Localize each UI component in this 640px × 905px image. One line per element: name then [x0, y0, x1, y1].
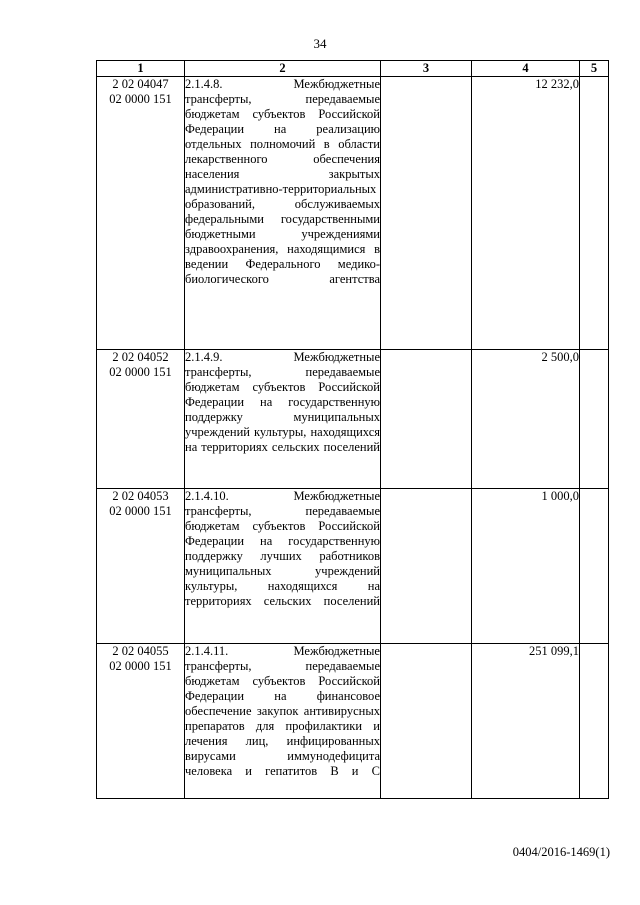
budget-code-cell [97, 350, 185, 489]
description-text: 2.1.4.9. Межбюджетные трансферты, передаваемые бюджетам субъектов Российской Федерации на государственную поддержку муниципальных учреждений культуры, находящихся на территориях сельских поселений [185, 350, 380, 454]
page-number: 34 [313, 36, 327, 51]
budget-code-line2: 02 0000 151 [109, 504, 172, 518]
amount-cell: 2 500,0 [472, 350, 580, 489]
col5-cell [580, 350, 609, 489]
col3-cell [381, 350, 472, 489]
col3-cell [381, 77, 472, 350]
col3-cell [381, 644, 472, 799]
description-cell [185, 77, 381, 350]
header-row [97, 61, 609, 77]
budget-code-line2: 02 0000 151 [109, 92, 172, 106]
col3-cell [381, 489, 472, 644]
table-row [97, 644, 609, 799]
description-cell [185, 489, 381, 644]
budget-code-line1: 2 02 04053 [112, 489, 169, 503]
budget-code-line1: 2 02 04052 [112, 350, 169, 364]
table-row [97, 77, 609, 350]
col5-cell [580, 77, 609, 350]
budget-code-line1: 2 02 04047 [112, 77, 169, 91]
header-col-1: 1 [97, 61, 185, 77]
col5-cell [580, 489, 609, 644]
description-text: 2.1.4.11. Межбюджетные трансферты, передаваемые бюджетам субъектов Российской Федерации на финансовое обеспечение закупок антивирусных препаратов для профилактики и лечения лиц, инфицированных вирусами иммунодефицита человека и гепатитов B и C [185, 644, 380, 778]
header-col-4: 4 [472, 61, 580, 77]
description-cell [185, 350, 381, 489]
header-col-2: 2 [185, 61, 381, 77]
table-row [97, 350, 609, 489]
budget-table [96, 60, 609, 799]
header-col-3: 3 [381, 61, 472, 77]
header-col-5: 5 [580, 61, 609, 77]
budget-code-cell [97, 489, 185, 644]
description-text: 2.1.4.8. Межбюджетные трансферты, передаваемые бюджетам субъектов Российской Федерации на реализацию отдельных полномочий в области лекарственного обеспечения населения закрытых административно-территориальных образований, обслуживаемых федеральными государственными бюджетными учреждениями здравоохранения, находящимися в ведении Федерального медико-биологического агентства [185, 77, 380, 286]
table-row [97, 489, 609, 644]
document-id: 0404/2016-1469(1) [512, 845, 610, 859]
budget-code-line2: 02 0000 151 [109, 365, 172, 379]
budget-code-line2: 02 0000 151 [109, 659, 172, 673]
budget-code-cell [97, 77, 185, 350]
budget-code-line1: 2 02 04055 [112, 644, 169, 658]
description-text: 2.1.4.10. Межбюджетные трансферты, передаваемые бюджетам субъектов Российской Федерации на государственную поддержку лучших работников муниципальных учреждений культуры, находящихся на территориях сельских поселений [185, 489, 380, 608]
description-cell [185, 644, 381, 799]
budget-code-cell [97, 644, 185, 799]
amount-cell: 1 000,0 [472, 489, 580, 644]
amount-cell: 12 232,0 [472, 77, 580, 350]
col5-cell [580, 644, 609, 799]
amount-cell: 251 099,1 [472, 644, 580, 799]
